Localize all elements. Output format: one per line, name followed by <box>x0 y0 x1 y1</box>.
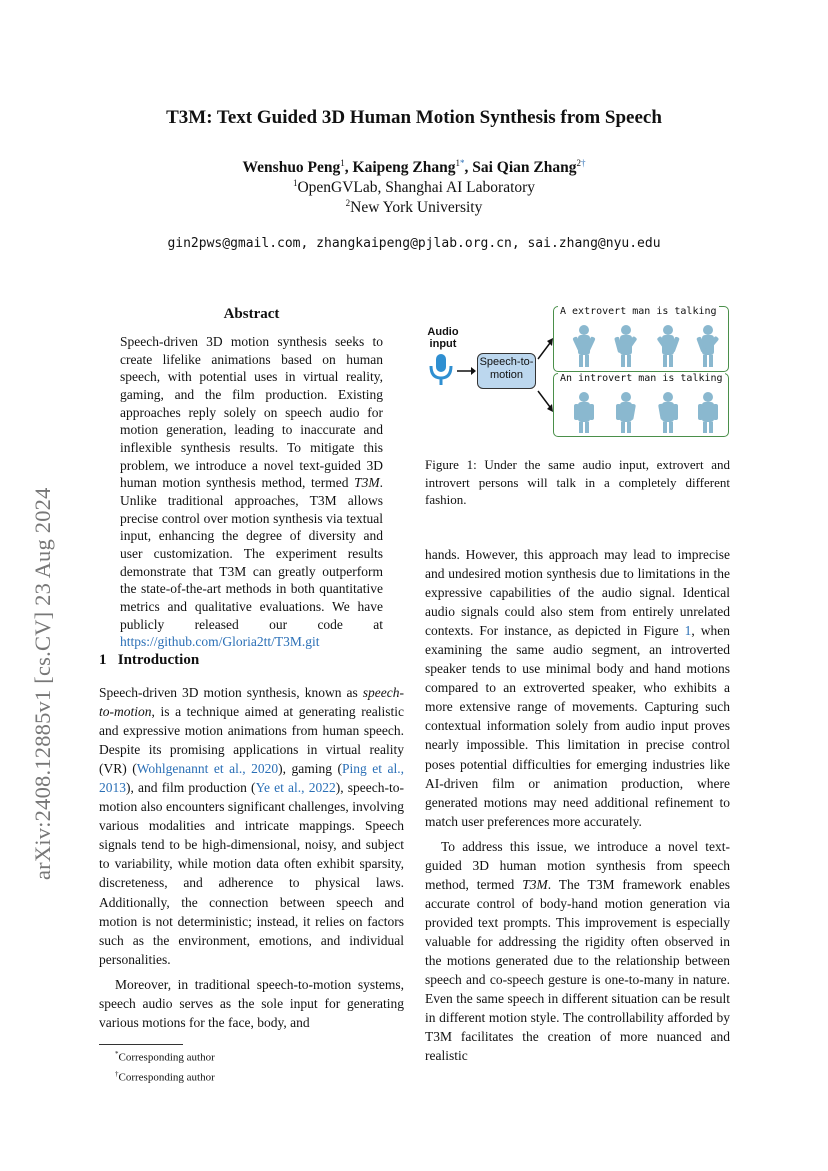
paragraph: To address this issue, we introduce a novel text-guided 3D human motion synthesis from speech method, termed T3M. The T3M framework enables accurate control of body-hand motion generation via provided text prompts. This improvement is especially valuable for addressing the rigidity often observed in the motions generated due to the relationship between speech and co-speech gesture is one-to-many in nature. Even the same speech in different situation can be result in different motion style. The controllability afforded by T3M facilitates the creation of more nuanced and realistic <box>425 838 730 1064</box>
affiliation <box>0 198 828 217</box>
affiliation <box>0 178 828 197</box>
paper-title: T3M: Text Guided 3D Human Motion Synthesis from Speech <box>166 107 662 128</box>
figure-caption: Figure 1: Under the same audio input, extrovert and introvert persons will talk in a completely different fashion. <box>425 457 730 507</box>
figure-1 <box>425 303 730 438</box>
citation-link[interactable]: Ping et al., 2013 <box>99 761 404 796</box>
paragraph: hands. However, this approach may lead to imprecise and undesired motion synthesis due to limitations in the expressive capabilities of the audio signal. Identical audio signals could also stem from entirely unrelated contexts. For instance, as depicted in Figure 1, when examining the same audio segment, an introverted speaker tends to use minimal body and hand motions compared to an extroverted speaker, who exhibits a more extensive range of movements. Capturing such contextual information solely from audio input proves nearly impossible. This limitation in precise control poses potential difficulties for emerging industries like AI-driven film or animation production, where generated motions may need additional refinement to match user preferences more accurately. <box>425 547 730 829</box>
prompt-text: A extrovert man is talking <box>560 306 717 317</box>
affil-name: OpenGVLab, Shanghai AI Laboratory <box>297 179 536 197</box>
abstract-text: . Unlike traditional approaches, T3M allows precise control over motion synthesis via textual input, enhancing the degree of diversity and user customization. The experiment results demonstrate that T3M can greatly outperform the state-of-the-art methods in both quantitative metrics and qualitative evaluations. We have publicly released our code at <box>120 475 383 632</box>
intro-body <box>99 683 404 1032</box>
affil-name: New York University <box>350 199 483 217</box>
author-list: Wenshuo Peng$^1$, Kaipeng Zhang$^{1*}$, Sai Qian Zhang$^{2\dagger}$ <box>242 158 586 177</box>
footnote: †Corresponding author <box>115 1069 215 1084</box>
paragraph: Moreover, in traditional speech-to-motion systems, speech audio serves as the sole input for generating various motions for the face, body, and <box>99 976 404 1030</box>
introvert-avatars-image <box>558 390 724 434</box>
section-heading <box>99 652 404 669</box>
prompt-text: An introvert man is talking <box>560 373 723 384</box>
author-affil-sup: 1 <box>340 158 345 168</box>
arrow-icon <box>455 365 477 377</box>
corresponding-mark: * <box>459 158 465 168</box>
extrovert-avatars-image <box>558 323 724 369</box>
author-name: Kaipeng Zhang <box>352 159 456 177</box>
code-link[interactable]: https://github.com/Gloria2tt/T3M.git <box>120 634 320 650</box>
affil-sup: 2 <box>345 198 351 208</box>
section-number: 1 <box>99 652 107 668</box>
right-column-body <box>425 545 730 1065</box>
abstract-body <box>120 333 383 651</box>
paragraph: Speech-driven 3D motion synthesis, known as speech-to-motion, is a technique aimed at generating realistic and expressive motion animations from human speech. Despite its promising applications in virtual reality (VR) (Wohlgenannt et al., 2020), gaming (Ping et al., 2013), and film production (Ye et al., 2022), speech-to-motion also encounters significant challenges, involving various modalities and intricate mappings. Speech signals tend to be high-dimensional, noisy, and subject to variability, while motion data often exhibit sparsity, discreteness, and adherence to physical laws. Additionally, the connection between speech and motion is not deterministic; instead, it relies on factors such as the environment, emotions, and individual personalities. <box>99 685 404 967</box>
citation-link[interactable]: Wohlgenannt et al., 2020 <box>136 761 279 777</box>
author-affil-sup: 2 <box>576 158 581 168</box>
abstract-text: Speech-driven 3D motion synthesis seeks to create lifelike animations based on human speech, with potential uses in virtual reality, gaming, and the film production. Existing approaches reply solely on speech audio for motion generation, leading to inaccurate and inflexible synthesis results. To mitigate this problem, we introduce a novel text-guided 3D human motion synthesis method, termed <box>120 334 383 491</box>
abstract-term: T3M <box>354 475 380 491</box>
abstract-heading: Abstract <box>223 306 280 322</box>
corresponding-mark: † <box>580 158 586 168</box>
author-name: Wenshuo Peng <box>242 159 341 177</box>
figure-ref-link[interactable]: 1 <box>684 623 692 639</box>
author-name: Sai Qian Zhang <box>472 159 577 177</box>
citation-link[interactable]: Ye et al., 2022 <box>255 780 336 796</box>
extrovert-prompt-box <box>553 306 729 372</box>
section-title: Introduction <box>117 652 200 668</box>
introvert-prompt-box <box>553 373 729 437</box>
footnote: *Corresponding author <box>115 1050 215 1064</box>
affil-sup: 1 <box>292 178 298 188</box>
footnote-rule <box>99 1044 183 1045</box>
author-affil-sup: 1 <box>455 158 460 168</box>
audio-input-label: Audio input <box>427 326 459 350</box>
author-emails: gin2pws@gmail.com, zhangkaipeng@pjlab.org.cn, sai.zhang@nyu.edu <box>167 236 661 251</box>
arxiv-identifier: arXiv:2408.12885v1 [cs.CV] 23 Aug 2024 <box>30 487 55 880</box>
speech-to-motion-module: Speech-to-motion <box>477 353 536 389</box>
footnotes <box>115 1046 405 1085</box>
